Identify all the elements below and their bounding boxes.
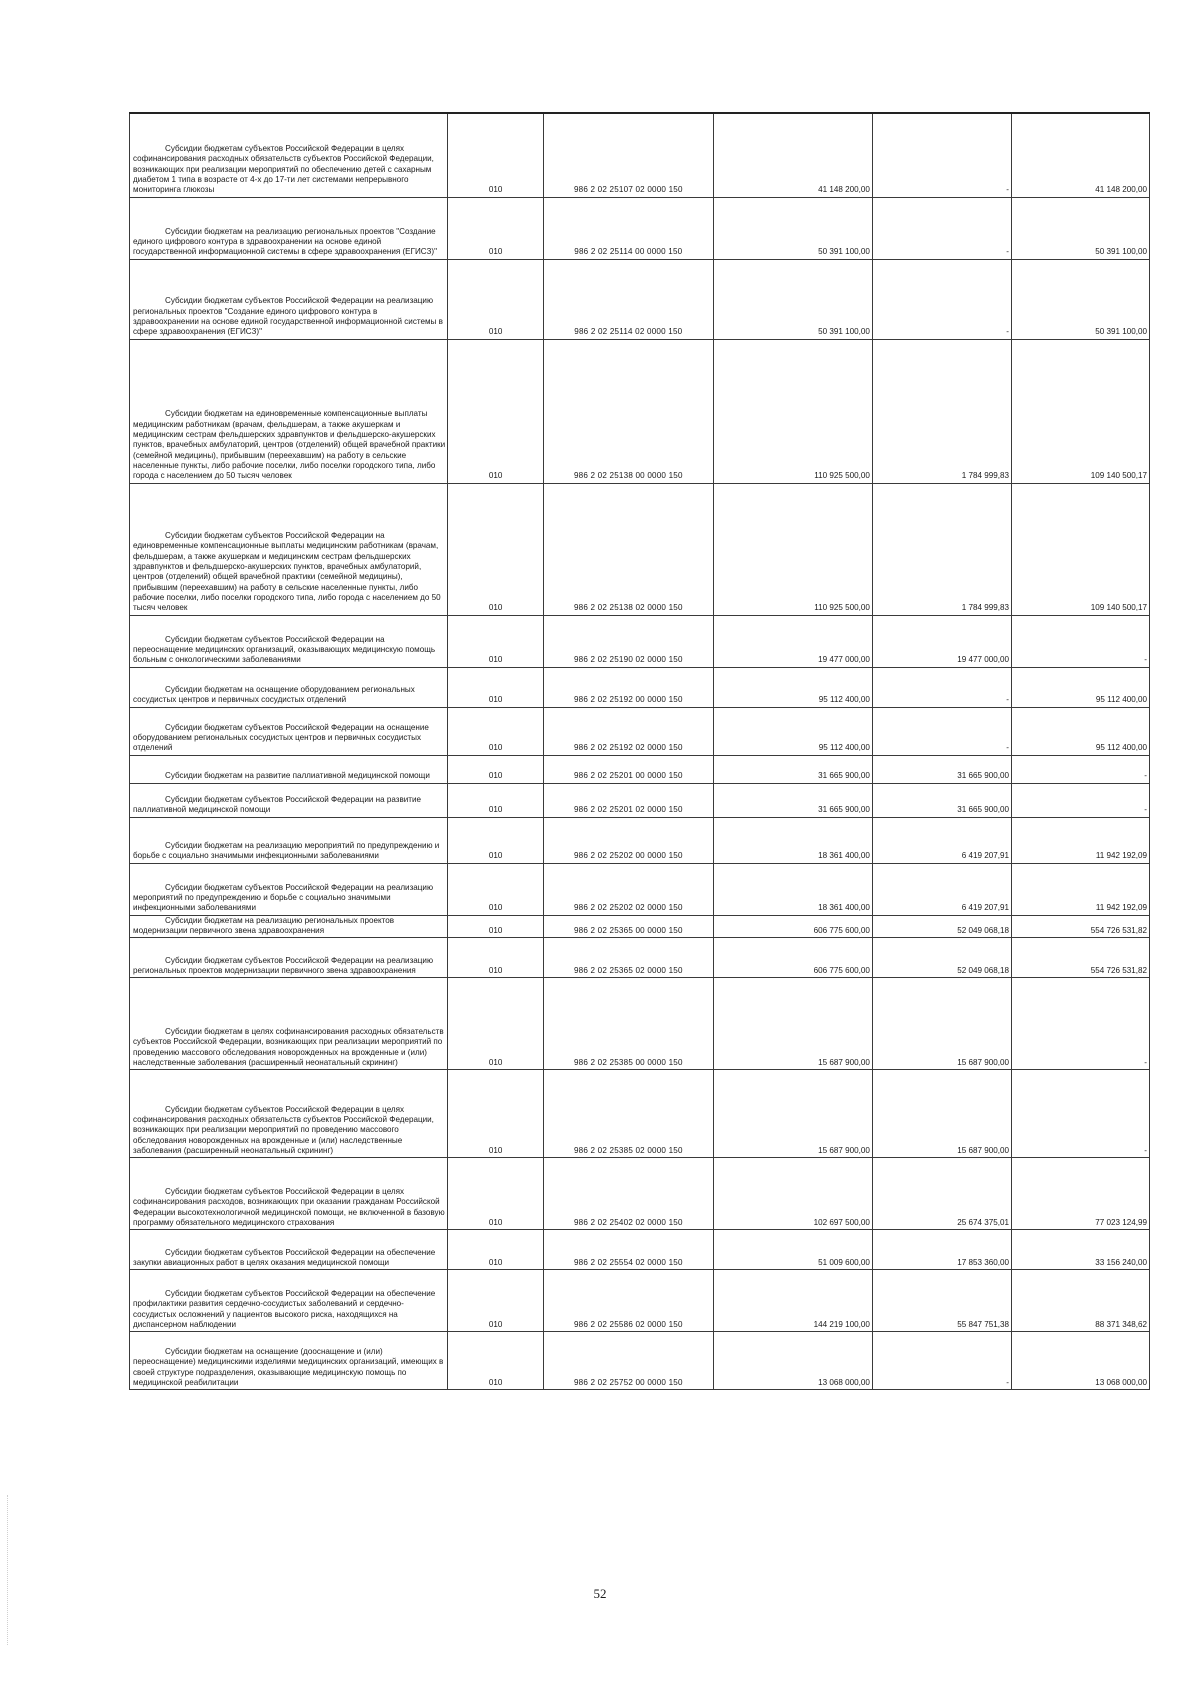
table-row bbox=[130, 259, 1150, 339]
row-name-text: Субсидии бюджетам субъектов Российской Федерации на переоснащение медицинских организаций, оказывающих медицинскую помощь больным с онкологическими заболеваниями bbox=[133, 634, 436, 665]
row-name bbox=[130, 755, 448, 783]
row-unexecuted: 50 391 100,00 bbox=[1011, 197, 1149, 259]
row-name-text: Субсидии бюджетам субъектов Российской Федерации на оснащение оборудованием региональных сосудистых центров и первичных сосудистых отделений bbox=[133, 722, 429, 753]
row-cbk: 986 2 02 25202 02 0000 150 bbox=[543, 863, 713, 915]
row-name bbox=[130, 667, 448, 707]
row-executed: 25 674 375,01 bbox=[872, 1158, 1011, 1230]
row-executed: 15 687 900,00 bbox=[872, 978, 1011, 1070]
table-row bbox=[130, 113, 1150, 197]
row-approved: 19 477 000,00 bbox=[713, 615, 872, 667]
row-executed: 31 665 900,00 bbox=[872, 783, 1011, 817]
row-approved: 95 112 400,00 bbox=[713, 707, 872, 755]
row-unexecuted: 41 148 200,00 bbox=[1011, 113, 1149, 197]
row-unexecuted: - bbox=[1011, 615, 1149, 667]
row-executed: - bbox=[872, 707, 1011, 755]
row-name bbox=[130, 259, 448, 339]
row-name bbox=[130, 817, 448, 863]
row-code: 010 bbox=[448, 915, 544, 938]
row-approved: 18 361 400,00 bbox=[713, 817, 872, 863]
row-unexecuted: 11 942 192,09 bbox=[1011, 863, 1149, 915]
row-code: 010 bbox=[448, 1230, 544, 1270]
row-name bbox=[130, 915, 448, 938]
row-cbk: 986 2 02 25365 02 0000 150 bbox=[543, 938, 713, 978]
table-row bbox=[130, 783, 1150, 817]
row-code: 010 bbox=[448, 483, 544, 615]
row-cbk: 986 2 02 25138 02 0000 150 bbox=[543, 483, 713, 615]
row-code: 010 bbox=[448, 1332, 544, 1390]
row-code: 010 bbox=[448, 1270, 544, 1332]
row-cbk: 986 2 02 25402 02 0000 150 bbox=[543, 1158, 713, 1230]
row-executed: 52 049 068,18 bbox=[872, 938, 1011, 978]
row-cbk: 986 2 02 25192 02 0000 150 bbox=[543, 707, 713, 755]
row-executed: - bbox=[872, 259, 1011, 339]
row-cbk: 986 2 02 25202 00 0000 150 bbox=[543, 817, 713, 863]
table-row bbox=[130, 863, 1150, 915]
row-cbk: 986 2 02 25752 00 0000 150 bbox=[543, 1332, 713, 1390]
row-code: 010 bbox=[448, 817, 544, 863]
table-row bbox=[130, 755, 1150, 783]
row-approved: 50 391 100,00 bbox=[713, 259, 872, 339]
row-name bbox=[130, 863, 448, 915]
row-approved: 15 687 900,00 bbox=[713, 1070, 872, 1158]
row-name-text: Субсидии бюджетам на реализацию региональных проектов "Создание единого цифрового контура в здравоохранении на основе единой государственной информационной системы в сфере здравоохранения (ЕГИСЗ)" bbox=[133, 226, 437, 257]
row-name-text: Субсидии бюджетам на оснащение оборудованием региональных сосудистых центров и первичных сосудистых отделений bbox=[133, 684, 415, 705]
row-cbk: 986 2 02 25114 00 0000 150 bbox=[543, 197, 713, 259]
row-name-text: Субсидии бюджетам на реализацию мероприятий по предупреждению и борьбе с социально значимыми инфекционными заболеваниями bbox=[133, 840, 440, 861]
table-row bbox=[130, 1070, 1150, 1158]
table-body bbox=[130, 113, 1150, 1390]
row-unexecuted: 50 391 100,00 bbox=[1011, 259, 1149, 339]
table-row bbox=[130, 707, 1150, 755]
row-approved: 102 697 500,00 bbox=[713, 1158, 872, 1230]
row-unexecuted: 11 942 192,09 bbox=[1011, 817, 1149, 863]
row-approved: 110 925 500,00 bbox=[713, 339, 872, 483]
row-name-text: Субсидии бюджетам субъектов Российской Федерации на реализацию региональных проектов "Создание единого цифрового контура в здравоохранении на основе единой государственной информационной системы в сфере здравоохранения (ЕГИСЗ)" bbox=[133, 296, 443, 337]
row-approved: 95 112 400,00 bbox=[713, 667, 872, 707]
row-unexecuted: 554 726 531,82 bbox=[1011, 915, 1149, 938]
row-executed: - bbox=[872, 113, 1011, 197]
row-name-text: Субсидии бюджетам на оснащение (дооснащение и (или) переоснащение) медицинскими изделиями медицинских организаций, имеющих в своей структуре подразделения, оказывающие медицинскую помощь по медицинской реабилитации bbox=[133, 1346, 444, 1387]
row-name bbox=[130, 483, 448, 615]
table-row bbox=[130, 915, 1150, 938]
row-name-text: Субсидии бюджетам субъектов Российской Федерации на реализацию мероприятий по предупреждению и борьбе с социально значимыми инфекционными заболеваниями bbox=[133, 882, 434, 913]
row-unexecuted: 13 068 000,00 bbox=[1011, 1332, 1149, 1390]
row-name-text: Субсидии бюджетам на реализацию региональных проектов модернизации первичного звена здравоохранения bbox=[133, 915, 394, 935]
row-name bbox=[130, 938, 448, 978]
row-cbk: 986 2 02 25201 00 0000 150 bbox=[543, 755, 713, 783]
row-unexecuted: 95 112 400,00 bbox=[1011, 667, 1149, 707]
row-unexecuted: - bbox=[1011, 978, 1149, 1070]
row-code: 010 bbox=[448, 113, 544, 197]
row-name bbox=[130, 1230, 448, 1270]
table-row bbox=[130, 1158, 1150, 1230]
row-approved: 31 665 900,00 bbox=[713, 755, 872, 783]
row-approved: 18 361 400,00 bbox=[713, 863, 872, 915]
row-executed: 17 853 360,00 bbox=[872, 1230, 1011, 1270]
row-name bbox=[130, 1070, 448, 1158]
page-number: 52 bbox=[593, 1586, 607, 1601]
row-code: 010 bbox=[448, 197, 544, 259]
row-executed: - bbox=[872, 1332, 1011, 1390]
row-code: 010 bbox=[448, 938, 544, 978]
row-name-text: Субсидии бюджетам субъектов Российской Федерации на единовременные компенсационные выплаты медицинским работникам (врачам, фельдшерам, а также акушеркам и медицинским сестрам фельдшерских здравпунктов и фельдшерско-акушерских пунктов, врачебных амбулаторий, центров (отделений) общей врачебной практики (семейной медицины), прибывшим (переехавшим) на работу в сельские населенные пункты, либо рабочие поселки, либо поселки городского типа, либо города с населением до 50 тысяч человек bbox=[133, 531, 441, 613]
row-unexecuted: - bbox=[1011, 783, 1149, 817]
row-unexecuted: 77 023 124,99 bbox=[1011, 1158, 1149, 1230]
row-code: 010 bbox=[448, 783, 544, 817]
row-cbk: 986 2 02 25107 02 0000 150 bbox=[543, 113, 713, 197]
row-executed: 31 665 900,00 bbox=[872, 755, 1011, 783]
row-approved: 144 219 100,00 bbox=[713, 1270, 872, 1332]
row-name bbox=[130, 1158, 448, 1230]
table-row bbox=[130, 197, 1150, 259]
row-approved: 15 687 900,00 bbox=[713, 978, 872, 1070]
row-code: 010 bbox=[448, 259, 544, 339]
row-code: 010 bbox=[448, 1158, 544, 1230]
row-name-text: Субсидии бюджетам на развитие паллиативной медицинской помощи bbox=[165, 771, 430, 781]
row-name-text: Субсидии бюджетам субъектов Российской Федерации в целях софинансирования расходных обязательств субъектов Российской Федерации, возникающих при реализации мероприятий по проведению массового обследования новорожденных на врожденные и (или) наследственные заболевания (расширенный неонатальный скрининг) bbox=[133, 1104, 434, 1155]
row-code: 010 bbox=[448, 707, 544, 755]
row-name bbox=[130, 1270, 448, 1332]
row-approved: 606 775 600,00 bbox=[713, 938, 872, 978]
table-row bbox=[130, 938, 1150, 978]
row-unexecuted: 109 140 500,17 bbox=[1011, 483, 1149, 615]
row-name bbox=[130, 197, 448, 259]
row-code: 010 bbox=[448, 615, 544, 667]
row-name-text: Субсидии бюджетам субъектов Российской Федерации в целях софинансирования расходов, возникающих при оказании гражданам Российской Федерации высокотехнологичной медицинской помощи, не включенной в базовую программу обязательного медицинского страхования bbox=[133, 1186, 445, 1227]
row-cbk: 986 2 02 25385 00 0000 150 bbox=[543, 978, 713, 1070]
row-name-text: Субсидии бюджетам на единовременные компенсационные выплаты медицинским работникам (врачам, фельдшерам, а также акушеркам и медицинским сестрам фельдшерских здравпунктов и фельдшерско-акушерских пунктов, врачебных амбулаторий, центров (отделений) общей врачебной практики (семейной медицины), прибывшим (переехавшим) на работу в сельские населенные пункты, либо рабочие поселки, либо поселки городского типа, либо города с населением до 50 тысяч человек bbox=[133, 409, 446, 481]
row-name-text: Субсидии бюджетам субъектов Российской Федерации в целях софинансирования расходных обязательств субъектов Российской Федерации, возникающих при реализации мероприятий по обеспечению детей с сахарным диабетом 1 типа в возрасте от 4-х до 17-ти лет системами непрерывного мониторинга глюкозы bbox=[133, 144, 434, 195]
row-name-text: Субсидии бюджетам в целях софинансирования расходных обязательств субъектов Российской Федерации, возникающих при реализации мероприятий по проведению массового обследования новорожденных на врожденные и (или) наследственные заболевания (расширенный неонатальный скрининг) bbox=[133, 1026, 444, 1067]
table-row bbox=[130, 667, 1150, 707]
row-approved: 31 665 900,00 bbox=[713, 783, 872, 817]
report-table bbox=[129, 112, 1150, 1390]
row-name-text: Субсидии бюджетам субъектов Российской Федерации на обеспечение закупки авиационных работ в целях оказания медицинской помощи bbox=[133, 1247, 436, 1267]
row-executed: 15 687 900,00 bbox=[872, 1070, 1011, 1158]
row-unexecuted: 109 140 500,17 bbox=[1011, 339, 1149, 483]
row-code: 010 bbox=[448, 667, 544, 707]
row-cbk: 986 2 02 25385 02 0000 150 bbox=[543, 1070, 713, 1158]
row-approved: 50 391 100,00 bbox=[713, 197, 872, 259]
row-cbk: 986 2 02 25190 02 0000 150 bbox=[543, 615, 713, 667]
row-executed: - bbox=[872, 197, 1011, 259]
row-name-text: Субсидии бюджетам субъектов Российской Федерации на развитие паллиативной медицинской помощи bbox=[133, 794, 421, 815]
row-executed: 6 419 207,91 bbox=[872, 817, 1011, 863]
table-row bbox=[130, 339, 1150, 483]
table-row bbox=[130, 483, 1150, 615]
row-name-text: Субсидии бюджетам субъектов Российской Федерации на реализацию региональных проектов модернизации первичного звена здравоохранения bbox=[133, 955, 434, 975]
margin-mark bbox=[7, 1495, 9, 1645]
row-unexecuted: 88 371 348,62 bbox=[1011, 1270, 1149, 1332]
table-row bbox=[130, 1332, 1150, 1390]
row-name-text: Субсидии бюджетам субъектов Российской Федерации на обеспечение профилактики развития сердечно-сосудистых заболеваний и сердечно-сосудистых осложнений у пациентов высокого риска, находящихся на диспансерном наблюдении bbox=[133, 1288, 436, 1329]
row-cbk: 986 2 02 25138 00 0000 150 bbox=[543, 339, 713, 483]
row-approved: 41 148 200,00 bbox=[713, 113, 872, 197]
row-code: 010 bbox=[448, 978, 544, 1070]
row-cbk: 986 2 02 25192 00 0000 150 bbox=[543, 667, 713, 707]
table-row bbox=[130, 817, 1150, 863]
row-approved: 13 068 000,00 bbox=[713, 1332, 872, 1390]
row-executed: 6 419 207,91 bbox=[872, 863, 1011, 915]
row-approved: 110 925 500,00 bbox=[713, 483, 872, 615]
row-name bbox=[130, 783, 448, 817]
row-approved: 606 775 600,00 bbox=[713, 915, 872, 938]
row-approved: 51 009 600,00 bbox=[713, 1230, 872, 1270]
row-cbk: 986 2 02 25114 02 0000 150 bbox=[543, 259, 713, 339]
table-row bbox=[130, 978, 1150, 1070]
row-name bbox=[130, 339, 448, 483]
row-code: 010 bbox=[448, 1070, 544, 1158]
row-unexecuted: 33 156 240,00 bbox=[1011, 1230, 1149, 1270]
row-cbk: 986 2 02 25365 00 0000 150 bbox=[543, 915, 713, 938]
row-name bbox=[130, 615, 448, 667]
table-row bbox=[130, 615, 1150, 667]
row-executed: 55 847 751,38 bbox=[872, 1270, 1011, 1332]
table-row bbox=[130, 1270, 1150, 1332]
row-cbk: 986 2 02 25586 02 0000 150 bbox=[543, 1270, 713, 1332]
row-cbk: 986 2 02 25201 02 0000 150 bbox=[543, 783, 713, 817]
row-unexecuted: - bbox=[1011, 1070, 1149, 1158]
row-name bbox=[130, 978, 448, 1070]
table-row bbox=[130, 1230, 1150, 1270]
row-executed: 52 049 068,18 bbox=[872, 915, 1011, 938]
row-name bbox=[130, 113, 448, 197]
row-executed: 19 477 000,00 bbox=[872, 615, 1011, 667]
row-unexecuted: 554 726 531,82 bbox=[1011, 938, 1149, 978]
row-name bbox=[130, 1332, 448, 1390]
row-executed: 1 784 999,83 bbox=[872, 483, 1011, 615]
row-code: 010 bbox=[448, 863, 544, 915]
row-executed: - bbox=[872, 667, 1011, 707]
row-unexecuted: 95 112 400,00 bbox=[1011, 707, 1149, 755]
row-code: 010 bbox=[448, 339, 544, 483]
row-cbk: 986 2 02 25554 02 0000 150 bbox=[543, 1230, 713, 1270]
row-name bbox=[130, 707, 448, 755]
row-unexecuted: - bbox=[1011, 755, 1149, 783]
row-executed: 1 784 999,83 bbox=[872, 339, 1011, 483]
row-code: 010 bbox=[448, 755, 544, 783]
